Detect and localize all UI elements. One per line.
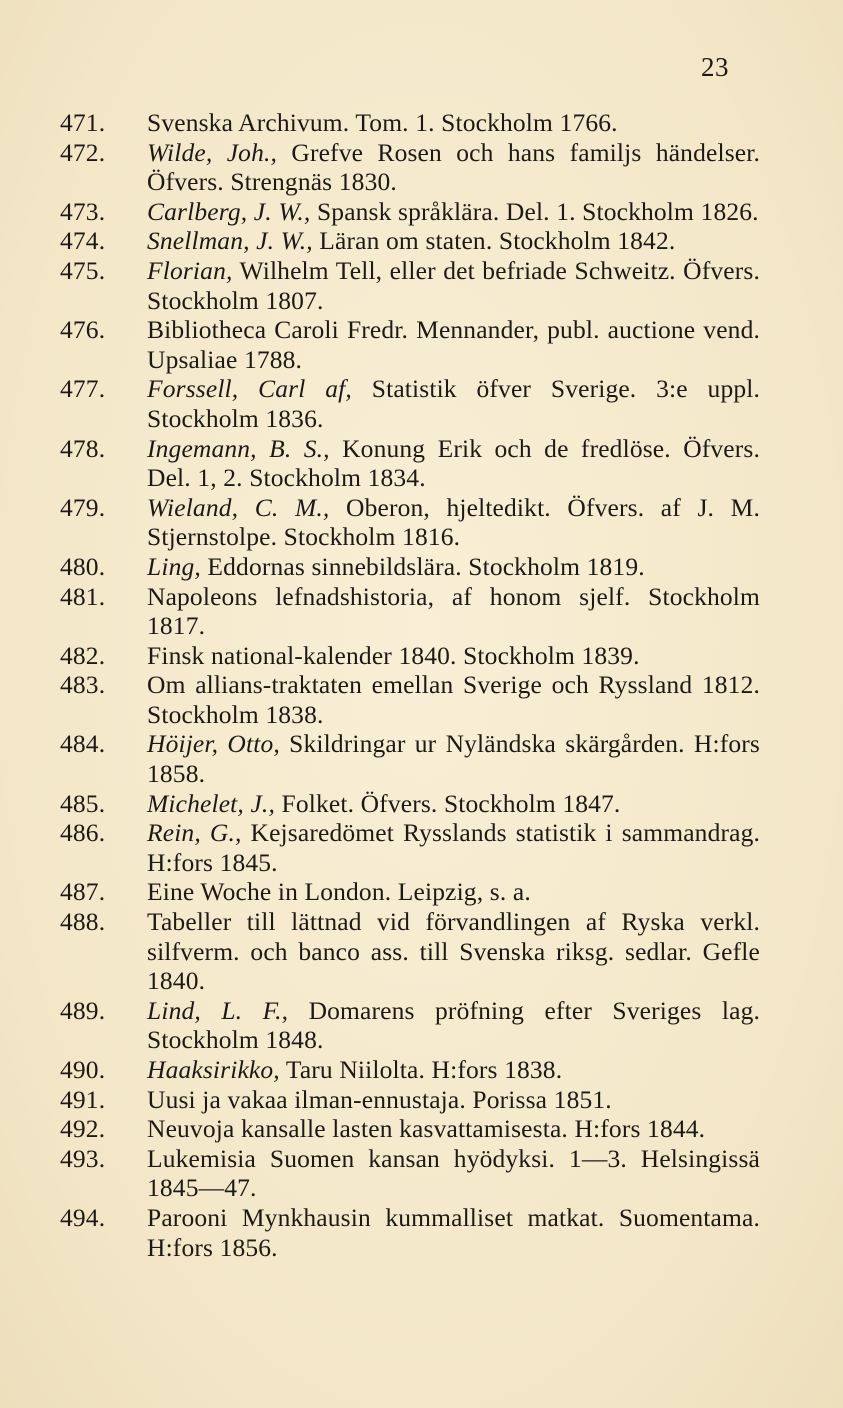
entry-author: Carlberg, J. W.,	[147, 196, 311, 226]
entry-text: Neuvoja kansalle lasten kasvattamisesta. H:fors 1844.	[147, 1114, 706, 1144]
catalog-entry	[60, 256, 760, 315]
catalog-entry	[60, 1203, 760, 1262]
entry-text: Statistik öfver Sverige. 3:e uppl. Stockholm 1836.	[147, 374, 761, 433]
entry-text: Kejsaredömet Rysslands statistik i sammandrag. H:fors 1845.	[147, 818, 761, 877]
entry-text: Eddornas sinnebildslära. Stockholm 1819.	[200, 551, 645, 581]
entry-text: Taru Niilolta. H:fors 1838.	[279, 1055, 563, 1084]
entry-text: Bibliotheca Caroli Fredr. Mennander, publ. auctione vend. Upsaliae 1788.	[147, 315, 760, 374]
entry-number: 482.	[60, 640, 106, 670]
entry-author: Rein, G.,	[147, 818, 242, 848]
entry-number: 474.	[60, 226, 106, 256]
page-number: 23	[701, 52, 729, 82]
entry-author: Ingemann, B. S.,	[147, 433, 330, 463]
catalog-entry	[60, 877, 760, 907]
entry-text: Uusi ja vakaa ilman-ennustaja. Porissa 1851.	[147, 1084, 612, 1114]
entry-author: Lind, L. F.,	[147, 995, 289, 1025]
entry-text: Konung Erik och de fredlöse. Öfvers. Del. 1, 2. Stockholm 1834.	[147, 433, 761, 493]
catalog-entry	[60, 197, 760, 227]
catalog-entry	[60, 996, 760, 1055]
catalog-entry	[60, 1114, 760, 1144]
entry-text: Läran om staten. Stockholm 1842.	[312, 226, 676, 256]
entry-number: 492.	[60, 1114, 106, 1144]
entry-number: 483.	[60, 670, 106, 700]
entry-author: Snellman, J. W.,	[147, 226, 313, 256]
catalog-entry-list	[60, 108, 760, 1262]
catalog-entry	[60, 493, 760, 552]
entry-text: Lukemisia Suomen kansan hyödyksi. 1—3. Helsingissä 1845—47.	[147, 1143, 760, 1203]
entry-number: 490.	[60, 1055, 106, 1084]
entry-author: Ling,	[147, 551, 201, 581]
entry-text: Finsk national-kalender 1840. Stockholm 1839.	[147, 640, 640, 670]
catalog-entry	[60, 582, 760, 641]
catalog-entry	[60, 818, 760, 877]
entry-number: 472.	[60, 137, 106, 167]
entry-number: 479.	[60, 492, 106, 522]
catalog-entry	[60, 434, 760, 493]
entry-number: 480.	[60, 551, 106, 581]
entry-author: Michelet, J.,	[147, 788, 275, 818]
catalog-entry	[60, 670, 760, 729]
entry-number: 486.	[60, 818, 106, 848]
entry-text: Napoleons lefnadshistoria, af honom sjelf. Stockholm 1817.	[147, 581, 760, 641]
entry-number: 471.	[60, 108, 106, 137]
entry-text: Folket. Öfvers. Stockholm 1847.	[274, 788, 621, 818]
entry-number: 473.	[60, 196, 106, 226]
entry-author: Forssell, Carl af,	[147, 374, 352, 404]
entry-text: Domarens pröfning efter Sveriges lag. Stockholm 1848.	[147, 995, 760, 1055]
catalog-entry	[60, 226, 760, 256]
entry-author: Höijer, Otto,	[147, 729, 280, 759]
catalog-entry	[60, 907, 760, 996]
entry-number: 478.	[60, 433, 106, 463]
entry-number: 477.	[60, 374, 106, 404]
catalog-entry	[60, 552, 760, 582]
entry-text: Oberon, hjeltedikt. Öfvers. af J. M. Stjernstolpe. Stockholm 1816.	[147, 492, 760, 552]
catalog-entry	[60, 315, 760, 374]
entry-number: 491.	[60, 1084, 106, 1114]
entry-number: 494.	[60, 1202, 106, 1232]
entry-number: 493.	[60, 1143, 106, 1173]
entry-author: Wilde, Joh.,	[147, 137, 278, 167]
entry-text: Om allians-traktaten emellan Sverige och Ryssland 1812. Stockholm 1838.	[147, 670, 760, 729]
entry-author: Florian,	[147, 255, 233, 285]
entry-text: Parooni Mynkhausin kummalliset matkat. Suomentama. H:fors 1856.	[147, 1202, 760, 1262]
entry-number: 481.	[60, 581, 106, 611]
entry-number: 484.	[60, 729, 106, 759]
entry-text: Spansk språklära. Del. 1. Stockholm 1826.	[310, 196, 759, 226]
entry-number: 488.	[60, 907, 106, 937]
entry-text: Skildringar ur Nyländska skärgården. H:fors 1858.	[147, 729, 760, 789]
entry-text: Svenska Archivum. Tom. 1. Stockholm 1766.	[147, 108, 618, 137]
catalog-entry	[60, 641, 760, 671]
catalog-entry	[60, 108, 760, 138]
entry-number: 487.	[60, 877, 106, 907]
entry-number: 475.	[60, 255, 106, 285]
entry-number: 485.	[60, 788, 106, 818]
entry-text: Tabeller till lättnad vid förvandlingen af Ryska verkl. silfverm. och banco ass. till Svenska riksg. sedlar. Gefle 1840.	[147, 907, 760, 996]
catalog-entry	[60, 729, 760, 788]
catalog-entry	[60, 1144, 760, 1203]
entry-author: Haaksirikko,	[147, 1055, 280, 1084]
entry-text: Wilhelm Tell, eller det befriade Schweitz. Öfvers. Stockholm 1807.	[147, 255, 760, 315]
catalog-entry	[60, 1055, 760, 1085]
entry-text: Grefve Rosen och hans familjs händelser. Öfvers. Strengnäs 1830.	[147, 137, 760, 197]
entry-text: Eine Woche in London. Leipzig, s. a.	[147, 877, 531, 907]
catalog-entry	[60, 138, 760, 197]
catalog-entry	[60, 374, 760, 433]
entry-author: Wieland, C. M.,	[147, 492, 330, 522]
entry-number: 476.	[60, 315, 106, 345]
catalog-entry	[60, 789, 760, 819]
entry-number: 489.	[60, 995, 106, 1025]
catalog-entry	[60, 1085, 760, 1115]
